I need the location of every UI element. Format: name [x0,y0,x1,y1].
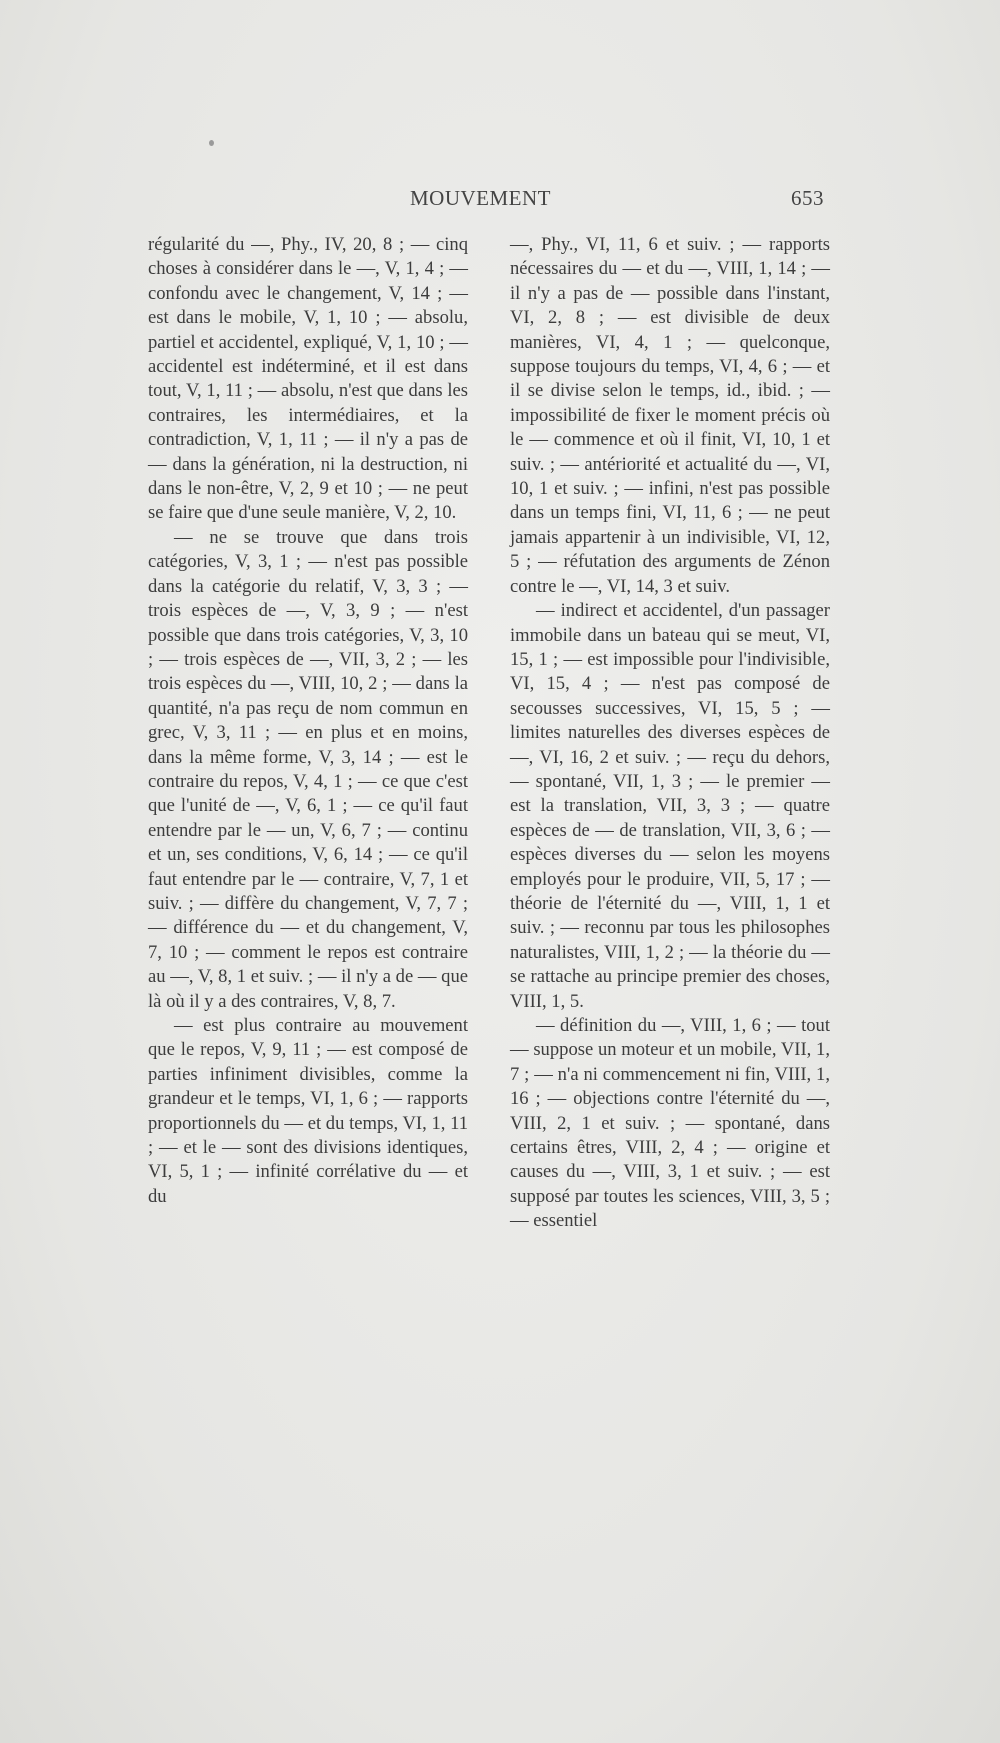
index-column-right [510,233,830,1234]
index-column-left [148,233,468,1209]
index-paragraph: — est plus contraire au mouvement que le repos, V, 9, 11 ; — est composé de parties infiniment divisibles, comme la grandeur et le temps, VI, 1, 6 ; — rapports proportionnels du — et du temps, VI, 1, 11 ; — et le — sont des divisions identiques, VI, 5, 1 ; — infinité corrélative du — et du [148,1015,468,1207]
index-paragraph: — indirect et accidentel, d'un passager immobile dans un bateau qui se meut, VI, 15, 1 ; — est impossible pour l'indivisible, VI, 15, 4 ; — n'est pas composé de secousses successives, VI, 15, 5 ; — limites naturelles des diverses espèces de —, VI, 16, 2 et suiv. ; — reçu du dehors, — spontané, VII, 1, 3 ; — le premier — est la translation, VII, 3, 3 ; — quatre espèces de — de translation, VII, 3, 6 ; — espèces diverses du — selon les moyens employés pour le produire, VII, 5, 17 ; — théorie de l'éternité du —, VIII, 1, 1 et suiv. ; — reconnu par tous les philosophes naturalistes, VIII, 1, 2 ; — la théorie du — se rattache au principe premier des choses, VIII, 1, 5. [510,600,830,1012]
running-header [148,186,824,214]
page-number: 653 [791,186,824,210]
running-title: MOUVEMENT [410,186,551,210]
index-paragraph: — définition du —, VIII, 1, 6 ; — tout — suppose un moteur et un mobile, VII, 1, 7 ; — n'a ni commencement ni fin, VIII, 1, 16 ; — objections contre l'éternité du —, VIII, 2, 1 et suiv. ; — spontané, dans certains êtres, VIII, 2, 4 ; — origine et causes du —, VIII, 3, 1 et suiv. ; — est supposé par toutes les sciences, VIII, 3, 5 ; — essentiel [510,1015,830,1232]
paper-speck [209,140,214,146]
index-paragraph: — ne se trouve que dans trois catégories, V, 3, 1 ; — n'est pas possible dans la catégorie du relatif, V, 3, 3 ; — trois espèces de —, V, 3, 9 ; — n'est possible que dans trois catégories, V, 3, 10 ; — trois espèces de —, VII, 3, 2 ; — les trois espèces du —, VIII, 10, 2 ; — dans la quantité, n'a pas reçu de nom commun en grec, V, 3, 11 ; — en plus et en moins, dans la même forme, V, 3, 14 ; — est le contraire du repos, V, 4, 1 ; — ce que c'est que l'unité de —, V, 6, 1 ; — ce qu'il faut entendre par le — un, V, 6, 7 ; — continu et un, ses conditions, V, 6, 14 ; — ce qu'il faut entendre par le — contraire, V, 7, 1 et suiv. ; — diffère du changement, V, 7, 7 ; — différence du — et du changement, V, 7, 10 ; — comment le repos est contraire au —, V, 8, 1 et suiv. ; — il n'y a de — que là où il y a des contraires, V, 8, 7. [148,526,468,1012]
index-paragraph: —, Phy., VI, 11, 6 et suiv. ; — rapports nécessaires du — et du —, VIII, 1, 14 ; — il n'y a pas de — possible dans l'instant, VI, 2, 8 ; — est divisible de deux manières, VI, 4, 1 ; — quelconque, suppose toujours du temps, VI, 4, 6 ; — et il se divise selon le temps, id., ibid. ; — impossibilité de fixer le moment précis où le — commence et où il finit, VI, 10, 1 et suiv. ; — antériorité et actualité du —, VI, 10, 1 et suiv. ; — infini, n'est pas possible dans un temps fini, VI, 11, 6 ; — ne peut jamais appartenir à un indivisible, VI, 12, 5 ; — réfutation des arguments de Zénon contre le —, VI, 14, 3 et suiv. [510,234,830,597]
index-paragraph: régularité du —, Phy., IV, 20, 8 ; — cinq choses à considérer dans le —, V, 1, 4 ; — confondu avec le changement, V, 14 ; — est dans le mobile, V, 1, 10 ; — absolu, partiel et accidentel, expliqué, V, 1, 10 ; — accidentel est indéterminé, et il est dans tout, V, 1, 11 ; — absolu, n'est que dans les contraires, les intermédiaires, et la contradiction, V, 1, 11 ; — il n'y a pas de — dans la génération, ni la destruction, ni dans le non-être, V, 2, 9 et 10 ; — ne peut se faire que d'une seule manière, V, 2, 10. [148,234,468,524]
